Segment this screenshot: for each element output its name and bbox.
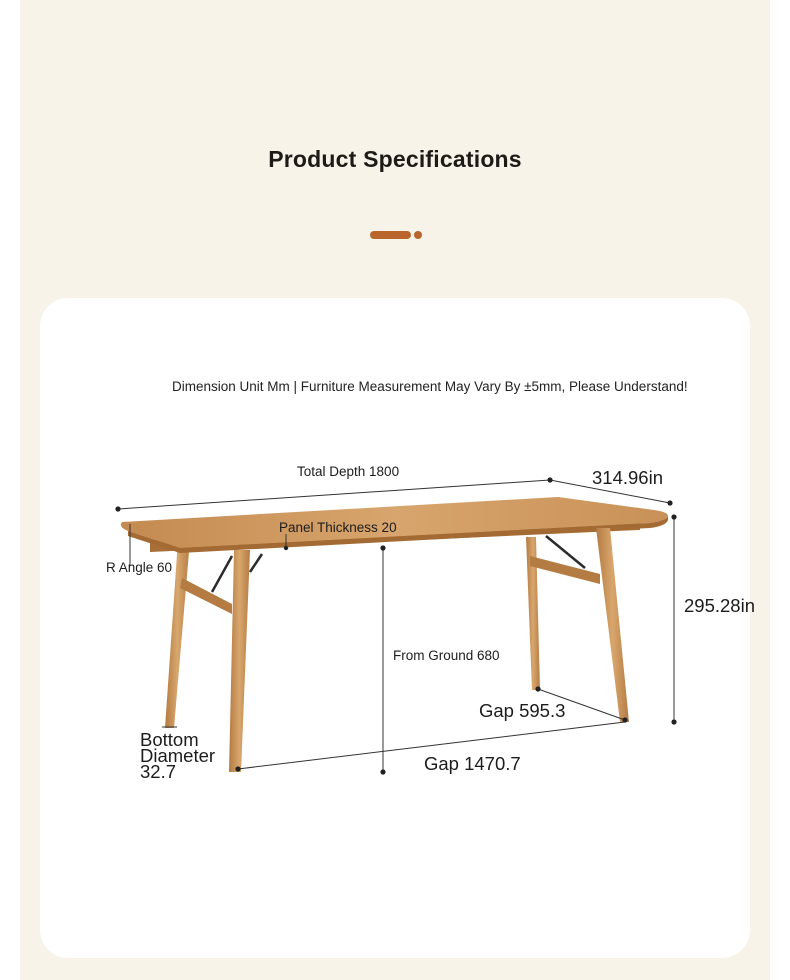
bottom-diameter-line-2: Diameter bbox=[140, 745, 216, 766]
right-stretcher bbox=[530, 556, 600, 584]
total-depth-label: Total Depth 1800 bbox=[297, 464, 400, 479]
from-ground-label: From Ground 680 bbox=[393, 648, 500, 663]
panel-thickness-label: Panel Thickness 20 bbox=[279, 520, 397, 535]
page-title: Product Specifications bbox=[268, 146, 522, 172]
bottom-diameter-line-1: Bottom bbox=[140, 729, 199, 750]
left-stretcher bbox=[180, 578, 232, 614]
top-width-label: 314.96in bbox=[592, 467, 663, 488]
gap-side-label: Gap 595.3 bbox=[479, 700, 566, 721]
measurement-note: Dimension Unit Mm | Furniture Measurement May Vary By ±5mm, Please Understand! bbox=[172, 379, 688, 394]
bottom-diameter-line-3: 32.7 bbox=[140, 761, 177, 782]
height-label: 295.28in bbox=[684, 595, 755, 616]
gap-front-label: Gap 1470.7 bbox=[424, 753, 521, 774]
bottom-diameter-label bbox=[140, 729, 216, 782]
r-angle-label: R Angle 60 bbox=[106, 560, 173, 575]
